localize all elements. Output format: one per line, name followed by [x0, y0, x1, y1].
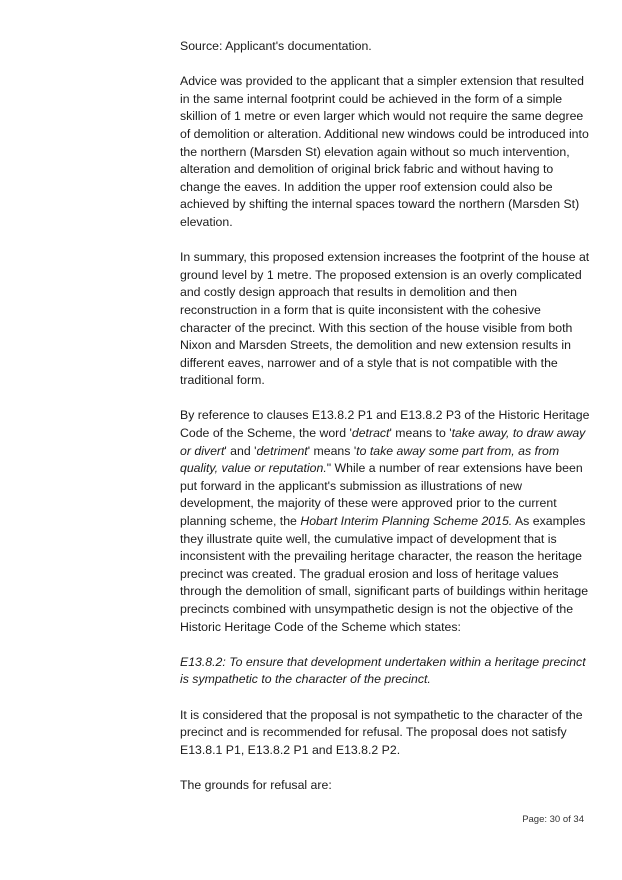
- reference-text-1: By reference to clauses E13.8.2 P1 and E13.8.2 P3 of the Historic Heritage Code of the Scheme, the word ': [180, 408, 590, 441]
- term-detriment: detriment: [256, 443, 308, 458]
- reference-text-5: " While a number of rear extensions have been put forward in the applicant's submission as illustrations of new development, the majority of these were approved prior to the current planning scheme, the: [180, 461, 583, 529]
- source-line: Source: Applicant's documentation.: [180, 39, 372, 53]
- reference-text-2: ' means to ': [389, 426, 452, 441]
- reference-text-4: ' means ': [307, 443, 357, 458]
- summary-paragraph: In summary, this proposed extension increases the footprint of the house at ground level by 1 metre. The proposed extension is an overly complicated and costly design approach that results in demolition and then reconstruction in a form that is quite inconsistent with the cohesive character of the precinct. With this section of the house visible from both Nixon and Marsden Streets, the demolition and new extension results in different eaves, narrower and of a style that is not compatible with the traditional form.: [180, 250, 590, 388]
- scheme-quote: E13.8.2: To ensure that development undertaken within a heritage precinct is sympathetic to the character of the precinct.: [180, 654, 586, 687]
- definition-detract: take away, to draw away or divert: [180, 426, 586, 458]
- grounds-line: The grounds for refusal are:: [180, 777, 332, 792]
- reference-text-6: As examples they illustrate quite well, the cumulative impact of development that is inconsistent with the prevailing heritage character, the reason the heritage precinct was created. The gradual erosion and loss of heritage values through the demolition of small, significant parts of buildings within heritage precincts combined with unsympathetic design is not the objective of the Historic Heritage Code of the Scheme which states:: [180, 514, 589, 634]
- definition-detriment: to take away some part from, as from quality, value or reputation.: [180, 443, 560, 476]
- reference-paragraph: [180, 407, 590, 636]
- conclusion-paragraph: It is considered that the proposal is not sympathetic to the character of the precinct and is recommended for refusal. The proposal does not satisfy E13.8.1 P1, E13.8.2 P1 and E13.8.2 P2.: [180, 707, 583, 757]
- scheme-title: Hobart Interim Planning Scheme 2015.: [300, 514, 513, 529]
- advice-paragraph: Advice was provided to the applicant that a simpler extension that resulted in the same internal footprint could be achieved in the form of a simple skillion of 1 metre or even larger which would not require the same degree of demolition or alteration. Additional new windows could be introduced into the northern (Marsden St) elevation again without so much intervention, alteration and demolition of original brick fabric and without having to change the eaves. In addition the upper roof extension could also be achieved by shifting the internal spaces toward the northern (Marsden St) elevation.: [180, 74, 589, 229]
- reference-text-3: ' and ': [224, 443, 257, 458]
- document-body: [180, 38, 590, 812]
- page-number: Page: 30 of 34: [522, 814, 584, 825]
- term-detract: detract: [351, 426, 390, 441]
